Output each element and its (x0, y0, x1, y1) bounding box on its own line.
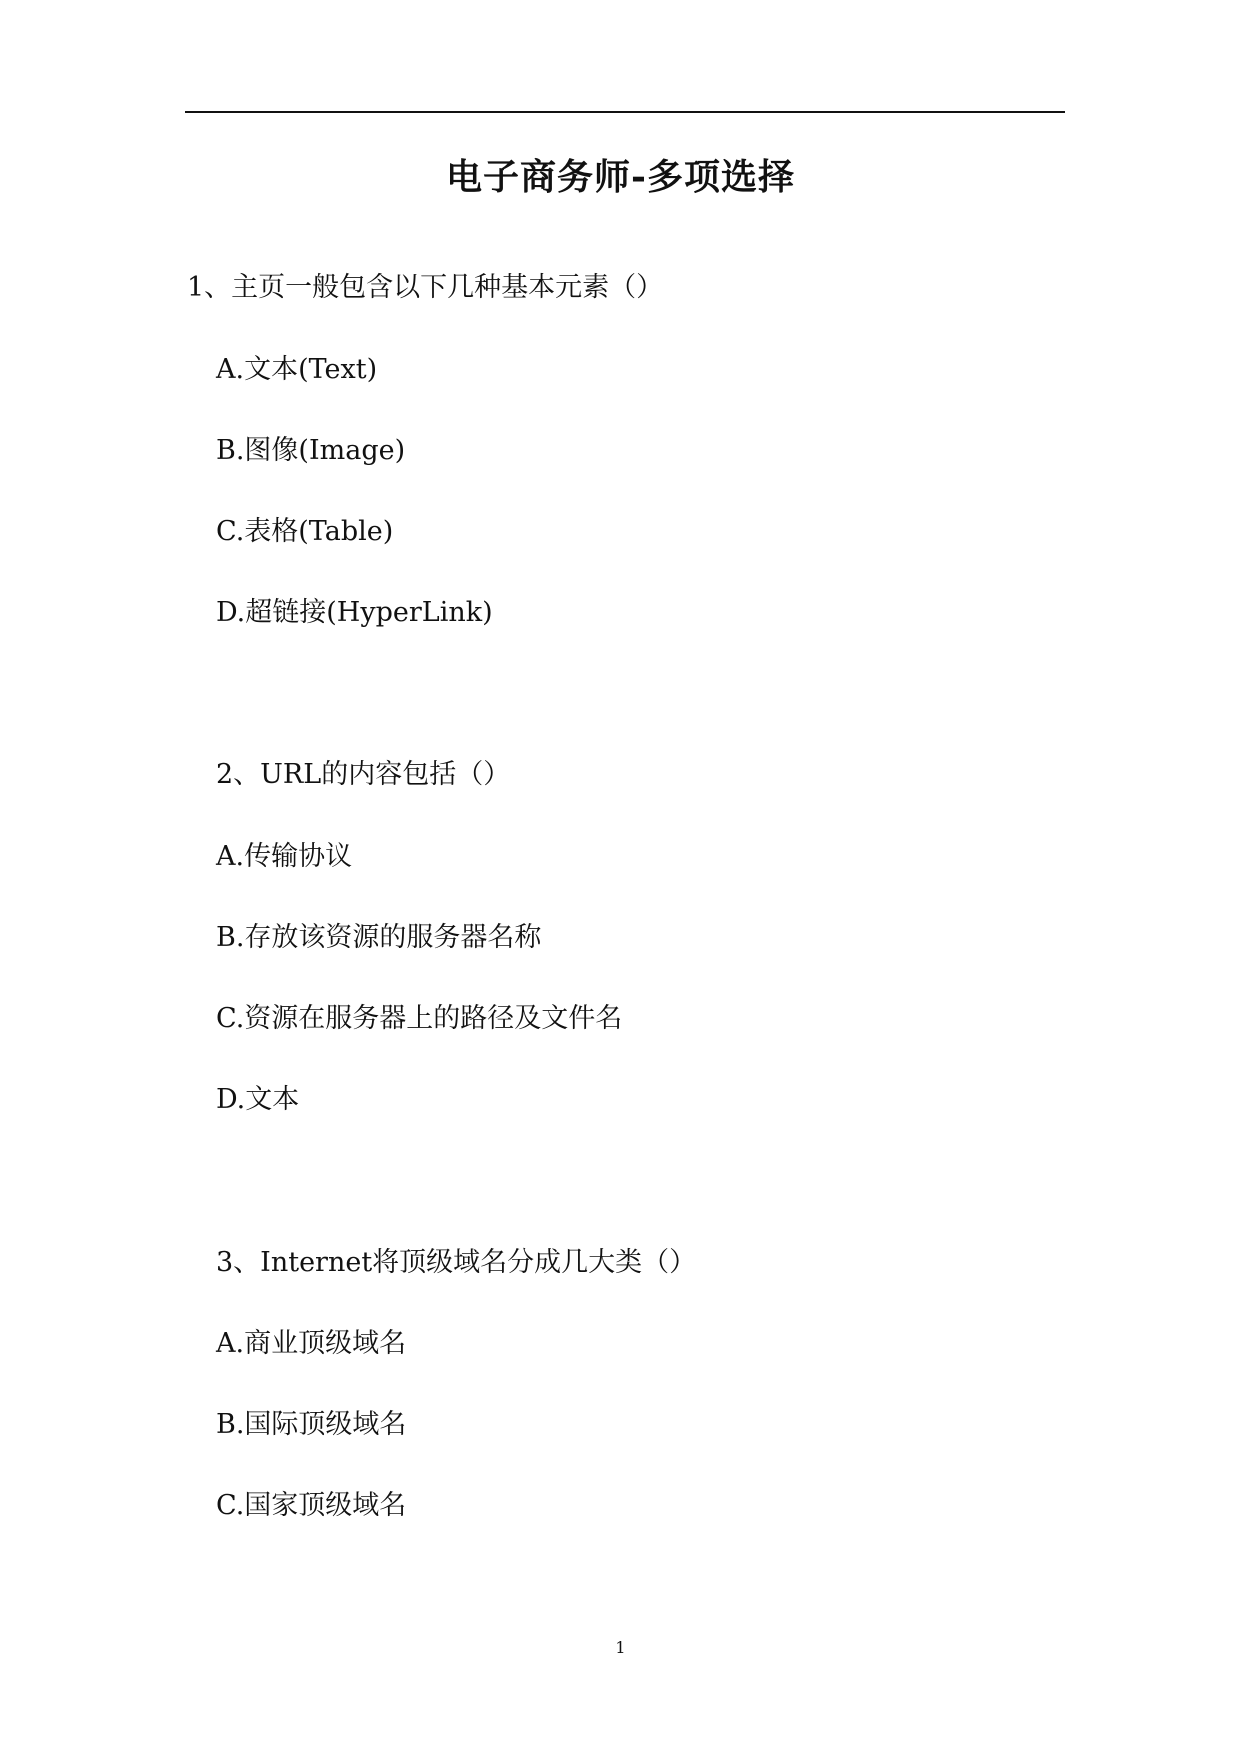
question-3: 3、Internet将顶级域名分成几大类（） (216, 1247, 697, 1278)
document-title: 电子商务师-多项选择 (446, 156, 795, 198)
question-1-option-c: C.表格(Table) (216, 516, 394, 547)
question-1-option-b: B.图像(Image) (216, 435, 406, 466)
question-3-option-a: A.商业顶级域名 (216, 1328, 407, 1359)
question-2-option-c: C.资源在服务器上的路径及文件名 (216, 1003, 623, 1034)
question-2-option-a: A.传输协议 (216, 841, 353, 872)
question-2: 2、URL的内容包括（） (216, 759, 511, 790)
page-number: 1 (615, 1638, 626, 1657)
question-2-option-b: B.存放该资源的服务器名称 (216, 922, 542, 953)
header-rule (185, 111, 1065, 113)
question-2-option-d: D.文本 (216, 1084, 300, 1115)
question-3-option-c: C.国家顶级域名 (216, 1490, 407, 1521)
question-3-option-b: B.国际顶级域名 (216, 1409, 407, 1440)
question-1: 1、主页一般包含以下几种基本元素（） (187, 272, 664, 303)
question-1-option-a: A.文本(Text) (216, 354, 378, 385)
question-1-option-d: D.超链接(HyperLink) (216, 597, 493, 628)
